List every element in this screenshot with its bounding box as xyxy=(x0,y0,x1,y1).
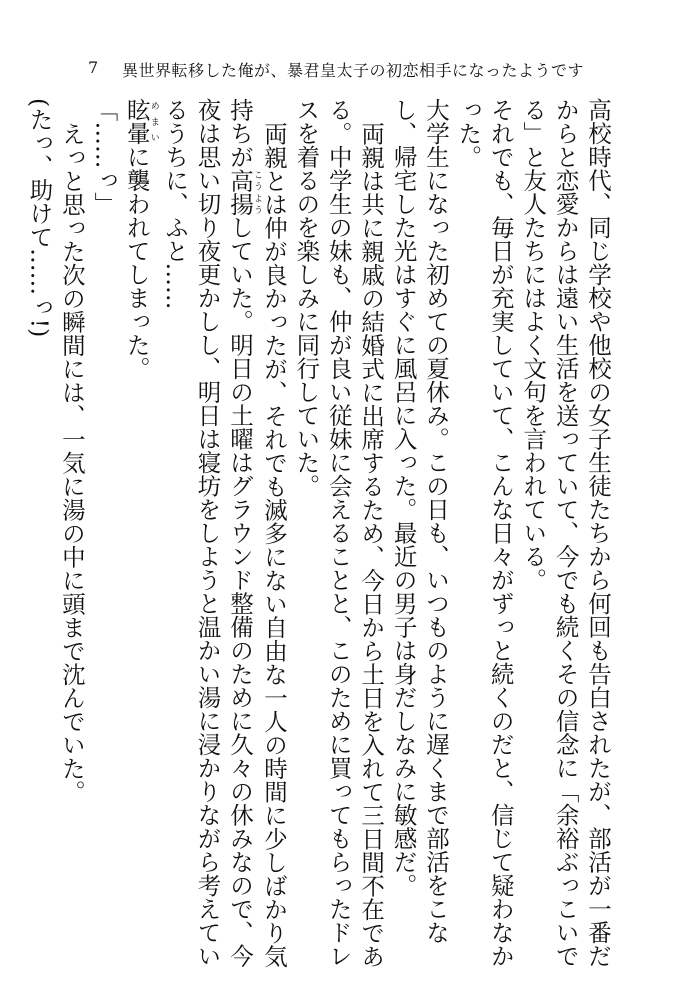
paragraph-1: 高校時代、同じ学校や他校の女子生徒たちから何回も告白されたが、部活が一番だからと恋愛からは遠い生活を送っていて、今でも続くその信念に「余裕ぶっこいでる」と友人たちにはよく文句を言われている。 xyxy=(519,98,612,968)
vertical-body-text xyxy=(25,98,614,978)
paragraph-5-text-before: 両親とは仲が良かったが、それでも滅多にない自由な一人の時間に少しばかり気持ちが xyxy=(225,98,288,968)
paragraph-5 xyxy=(159,98,290,978)
paragraph-5-text-after: していた。明日の土曜はグラウンド整備のために久々の休みなので、今夜は思い切り夜更かしし、明日は寝坊をしようと温かい湯に浸かりながら考えているうちに、ふと…… xyxy=(161,98,254,968)
ruby-memai-base: 眩暈 xyxy=(122,98,151,145)
ruby-memai xyxy=(122,98,159,145)
paragraph-8: えっと思った次の瞬間には、一気に湯の中に頭まで沈んでいた。 xyxy=(57,121,86,803)
dialogue-line: 「……っ」 xyxy=(90,98,119,216)
ruby-kouyou-base: 高揚 xyxy=(225,168,254,216)
ruby-memai-reading: めまい xyxy=(148,98,159,145)
page-number: 7 xyxy=(88,58,99,77)
paragraph-6-text-after: に襲われてしまった。 xyxy=(122,145,151,380)
ruby-kouyou xyxy=(225,168,262,216)
paragraph-3: 大学生になった初めての夏休み。この日も、いつものように遅くまで部活をこなし、帰宅した光はすぐに風呂に入った。最近の男子は身だしなみに敏感だ。 xyxy=(389,98,450,944)
ruby-kouyou-reading: こうよう xyxy=(251,168,262,216)
book-title: 異世界転移した俺が、暴君皇太子の初恋相手になったようです xyxy=(122,61,585,80)
running-header xyxy=(0,56,699,86)
paragraph-4: 両親は共に親戚の結婚式に出席するため、今日から土日を入れて三日間不在である。中学生の妹も、仲が良い従妹に会えることと、このために買ってもらったドレスを着るのを楽しみに同行していた。 xyxy=(292,98,386,968)
paragraph-2: それでも、毎日が充実していて、こんな日々がずっと続くのだと、信じて疑わなかった。 xyxy=(454,98,515,968)
paragraph-6 xyxy=(120,98,158,978)
inner-thought-line: (たっ、助けて……っ!) xyxy=(25,98,54,338)
